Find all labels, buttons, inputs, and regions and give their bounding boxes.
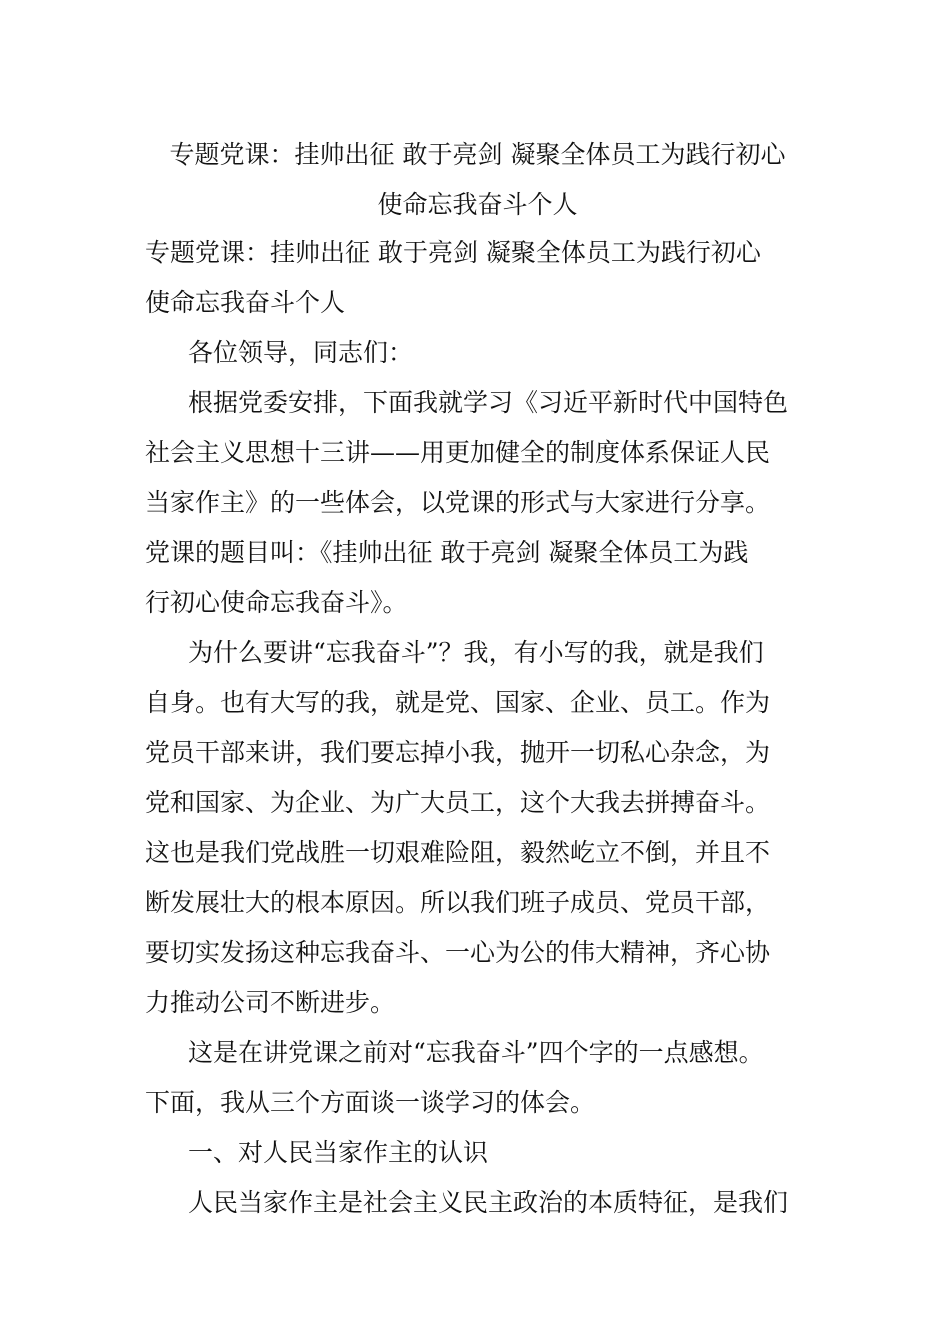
paragraph-3-line-1: 这是在讲党课之前对“忘我奋斗”四个字的一点感想。 — [188, 1038, 764, 1067]
paragraph-1-line-5: 行初心使命忘我奋斗》。 — [145, 588, 408, 617]
title-line-1: 专题党课：挂帅出征 敢于亮剑 凝聚全体员工为践行初心 — [169, 140, 786, 169]
paragraph-2-line-5: 这也是我们党战胜一切艰难险阻，毅然屹立不倒，并且不 — [145, 838, 771, 867]
paragraph-3-line-2: 下面，我从三个方面谈一谈学习的体会。 — [145, 1088, 596, 1117]
paragraph-1-line-2: 社会主义思想十三讲——用更加健全的制度体系保证人民 — [145, 438, 771, 467]
document-body — [145, 228, 810, 1228]
subtitle-line-2: 使命忘我奋斗个人 — [145, 288, 346, 317]
paragraph-2-line-1: 为什么要讲“忘我奋斗”？我，有小写的我，就是我们 — [188, 638, 764, 667]
section-heading-1: 一、对人民当家作主的认识 — [188, 1138, 489, 1167]
document-title — [145, 130, 810, 230]
subtitle-line-1: 专题党课：挂帅出征 敢于亮剑 凝聚全体员工为践行初心 — [145, 238, 761, 267]
paragraph-2-line-3: 党员干部来讲，我们要忘掉小我，抛开一切私心杂念，为 — [145, 738, 771, 767]
paragraph-4-line-1: 人民当家作主是社会主义民主政治的本质特征，是我们 — [188, 1188, 789, 1217]
title-line-2: 使命忘我奋斗个人 — [377, 190, 578, 219]
paragraph-2-line-2: 自身。也有大写的我，就是党、国家、企业、员工。作为 — [145, 688, 771, 717]
paragraph-2-line-7: 要切实发扬这种忘我奋斗、一心为公的伟大精神，齐心协 — [145, 938, 771, 967]
paragraph-2-line-6: 断发展壮大的根本原因。所以我们班子成员、党员干部， — [145, 888, 771, 917]
paragraph-1-line-3: 当家作主》的一些体会，以党课的形式与大家进行分享。 — [145, 488, 771, 517]
paragraph-2-line-8: 力推动公司不断进步。 — [145, 988, 396, 1017]
salutation: 各位领导，同志们： — [188, 338, 414, 367]
paragraph-2-line-4: 党和国家、为企业、为广大员工，这个大我去拼搏奋斗。 — [145, 788, 771, 817]
paragraph-1-line-1: 根据党委安排，下面我就学习《习近平新时代中国特色 — [188, 388, 789, 417]
paragraph-1-line-4: 党课的题目叫：《挂帅出征 敢于亮剑 凝聚全体员工为践 — [145, 538, 749, 567]
